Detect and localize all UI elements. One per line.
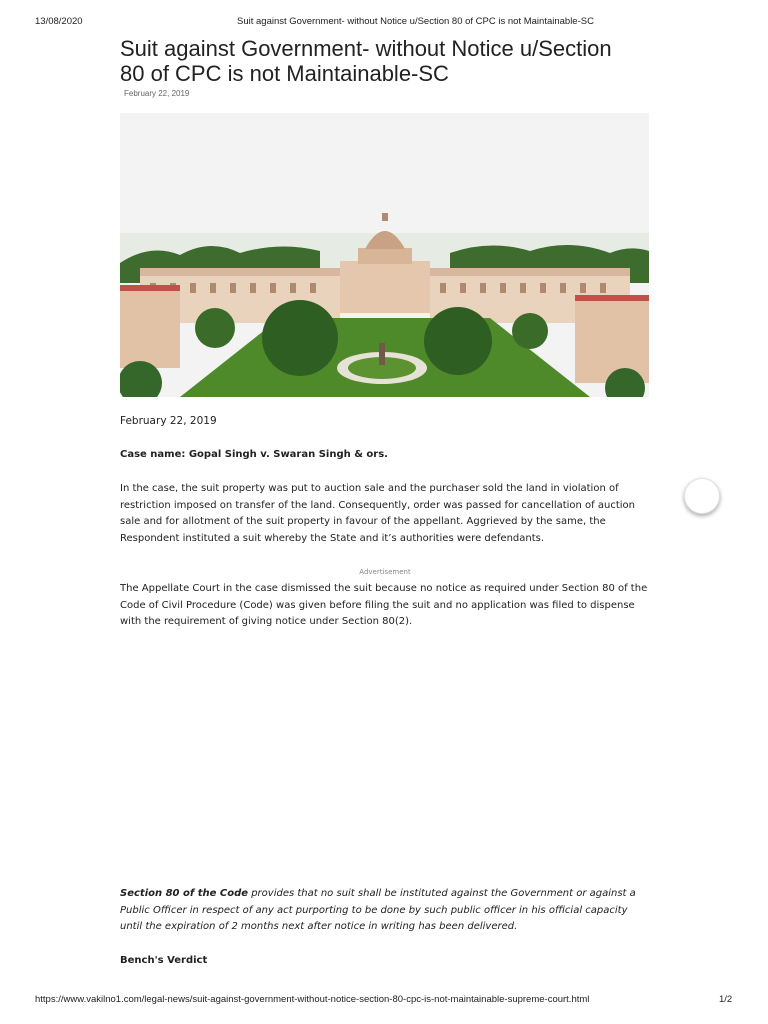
supreme-court-photo (120, 113, 649, 397)
advertisement-label: Advertisement (359, 568, 411, 576)
section80-paragraph (120, 886, 650, 936)
verdict-heading: Bench's Verdict (120, 955, 208, 966)
case-name: Case name: Gopal Singh v. Swaran Singh & ors. (120, 449, 388, 460)
page-url: https://www.vakilno1.com/legal-news/suit-against-government-without-notice-section-80-cpc-is-not-maintainable-supreme-court.html (35, 994, 590, 1005)
floating-action-button[interactable] (684, 478, 720, 514)
hero-image (120, 113, 649, 397)
section80-bold: Section 80 of the Code (120, 888, 249, 899)
paragraph-appellate: The Appellate Court in the case dismissed the suit because no notice as required under Section 80 of the Code of Civil Procedure (Code) was given before filing the suit and no application was filed to dispense with the requirement of giving notice under Section 80(2). (120, 583, 648, 627)
article-meta-date: February 22, 2019 (124, 89, 190, 98)
article-date: February 22, 2019 (120, 415, 217, 427)
print-page-title: Suit against Government- without Notice u/Section 80 of CPC is not Maintainable-SC (237, 16, 594, 27)
page-number: 1/2 (719, 994, 733, 1005)
section80-text: provides that no suit shall be instituted against the Government or against a Public Officer in respect of any act purporting to be done by such public officer in his official capacity until the expiration of 2 months next after notice in writing has been delivered. (120, 888, 636, 932)
paragraph-facts: In the case, the suit property was put to auction sale and the purchaser sold the land in violation of restriction imposed on transfer of the land. Consequently, order was passed for cancellation of auction sale and for allotment of the suit property in favour of the appellant. Aggrieved by the same, the Respondent instituted a suit whereby the State and it’s authorities were defendants. (120, 483, 635, 544)
print-date: 13/08/2020 (35, 16, 83, 27)
article-title: Suit against Government- without Notice u/Section 80 of CPC is not Maintainable-SC (120, 36, 612, 86)
print-header (0, 16, 768, 30)
